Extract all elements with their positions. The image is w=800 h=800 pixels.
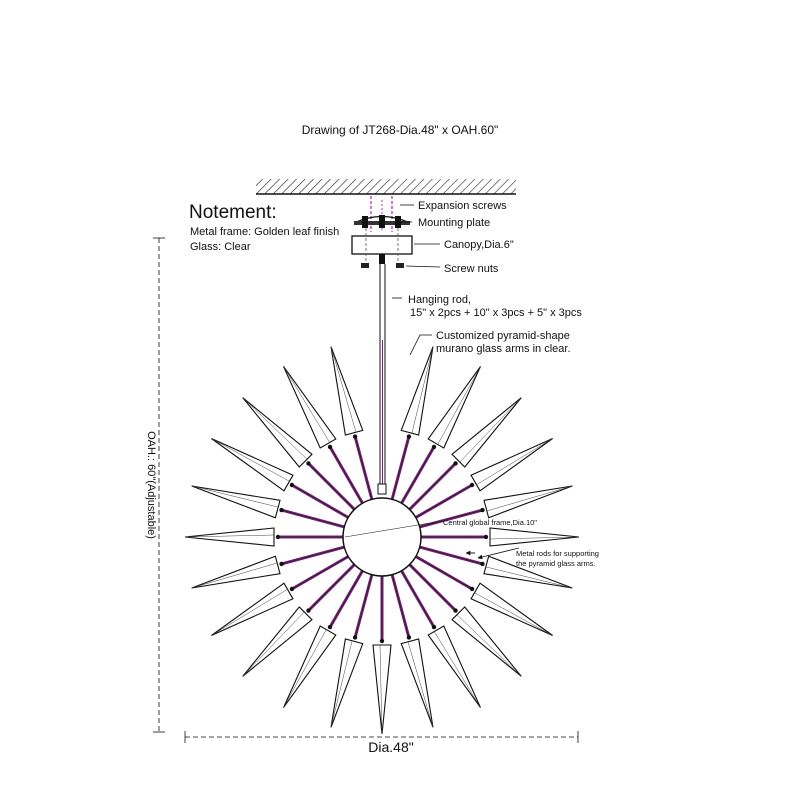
pyramid-glass-arm (284, 366, 336, 448)
label-mounting-plate: Mounting plate (418, 217, 491, 229)
pyramid-glass-arm (428, 626, 480, 708)
label-screw-nuts: Screw nuts (444, 263, 499, 275)
notes-frame: Metal frame: Golden leaf finish (190, 226, 340, 238)
notes-heading: Notement: (189, 202, 277, 223)
metal-rod-core (410, 565, 456, 611)
pyramid-glass-arm (401, 347, 433, 435)
metal-rod-core (402, 447, 435, 503)
rod-connector (353, 635, 357, 639)
rod-connector (453, 608, 457, 612)
rod-connector (480, 508, 484, 512)
pyramid-glass-arm (211, 439, 293, 491)
pyramid-glass-arm (471, 439, 553, 491)
pyramid-glass-arm (192, 556, 280, 588)
pyramid-glass-arm (185, 528, 274, 546)
metal-rod-core (355, 575, 372, 638)
pyramid-glass-arm (484, 486, 572, 518)
label-expansion-screws: Expansion screws (418, 200, 507, 212)
rod-connector (407, 434, 411, 438)
metal-rod-core (330, 447, 363, 503)
height-label: OAH.: 60"(Adjustable) (145, 431, 157, 539)
metal-rod-core (308, 463, 354, 509)
central-global-frame (343, 498, 421, 576)
rod-connector (328, 625, 332, 629)
pyramid-glass-arm (452, 398, 521, 467)
pyramid-glass-arm (401, 639, 433, 727)
pyramid-glass-arm (284, 626, 336, 708)
rod-connector (407, 635, 411, 639)
metal-rod-core (292, 485, 348, 518)
pyramid-glass-arm (243, 398, 312, 467)
metal-rod-core (416, 485, 472, 518)
glass-arm-ridge (457, 615, 521, 677)
rod-connector (328, 445, 332, 449)
drawing-title: Drawing of JT268-Dia.48" x OAH.60" (301, 123, 499, 137)
mounting-plate (354, 215, 410, 228)
rod-connector (480, 562, 484, 566)
hanging-rod (378, 254, 386, 494)
label-canopy: Canopy,Dia.6" (444, 239, 514, 251)
glass-arm-ridge (243, 612, 305, 676)
metal-rod-core (410, 463, 456, 509)
glass-arm-ridge (331, 641, 352, 727)
rod-connector (453, 461, 457, 465)
glass-arm-ridge (211, 589, 287, 635)
glass-arm-ridge (434, 632, 480, 708)
notes-glass: Glass: Clear (190, 241, 251, 253)
rod-connector (432, 625, 436, 629)
rod-connector (279, 508, 283, 512)
metal-rod-core (355, 437, 372, 500)
glass-arm-ridge (284, 630, 327, 708)
rod-connector (470, 587, 474, 591)
label-glass-arms-2: murano glass arms in clear. (436, 343, 571, 355)
metal-rod-core (308, 565, 354, 611)
glass-arm-ridge (475, 593, 553, 636)
diameter-label: Dia.48" (368, 739, 414, 755)
rod-connector (290, 483, 294, 487)
label-glass-arms: Customized pyramid-shape (436, 330, 570, 342)
pyramid-glass-arm (211, 583, 293, 635)
pyramid-glass-arm (373, 645, 391, 734)
pyramid-glass-arm (331, 347, 363, 435)
label-hanging-rod: Hanging rod, (408, 294, 471, 306)
rod-connector (470, 483, 474, 487)
glass-arm-ridge (438, 366, 481, 444)
metal-rod-core (282, 510, 345, 527)
rod-connector (432, 445, 436, 449)
rod-connector (484, 535, 488, 539)
label-central-frame: Central global frame,Dia.10" (443, 518, 537, 527)
metal-rod-core (392, 575, 409, 638)
pyramid-glass-arm (192, 486, 280, 518)
label-hanging-rod-lengths: 15" x 2pcs + 10" x 3pcs + 5" x 3pcs (410, 307, 582, 319)
glass-arm-ridge (192, 486, 278, 507)
metal-rod-core (282, 547, 345, 564)
pyramid-glass-arm (331, 639, 363, 727)
glass-arm-ridge (477, 439, 553, 485)
rod-connector (306, 608, 310, 612)
rod-connector (380, 639, 384, 643)
rod-connector (276, 535, 280, 539)
metal-rod-core (402, 571, 435, 627)
glass-arm-ridge (211, 439, 289, 482)
metal-rod-core (292, 557, 348, 590)
metal-rod-core (420, 547, 483, 564)
rod-connector (290, 587, 294, 591)
metal-rod-core (392, 437, 409, 500)
glass-arm-ridge (284, 366, 330, 442)
label-metal-rods-2: the pyramid glass arms. (516, 559, 596, 568)
ceiling (256, 179, 516, 194)
pyramid-glass-arm (243, 607, 312, 676)
pyramid-glass-arm (471, 583, 553, 635)
label-metal-rods: Metal rods for supporting (516, 549, 599, 558)
pyramid-glass-arm (452, 607, 521, 676)
glass-arm-ridge (486, 567, 572, 588)
pyramid-glass-arm (428, 366, 480, 448)
metal-rod-core (416, 557, 472, 590)
metal-rod-core (330, 571, 363, 627)
rod-connector (306, 461, 310, 465)
pyramid-glass-arm (490, 528, 579, 546)
glass-arm-ridge (460, 398, 522, 462)
glass-arm-ridge (243, 398, 307, 460)
rod-connector (353, 434, 357, 438)
glass-arm-ridge (412, 347, 433, 433)
rod-connector (279, 562, 283, 566)
